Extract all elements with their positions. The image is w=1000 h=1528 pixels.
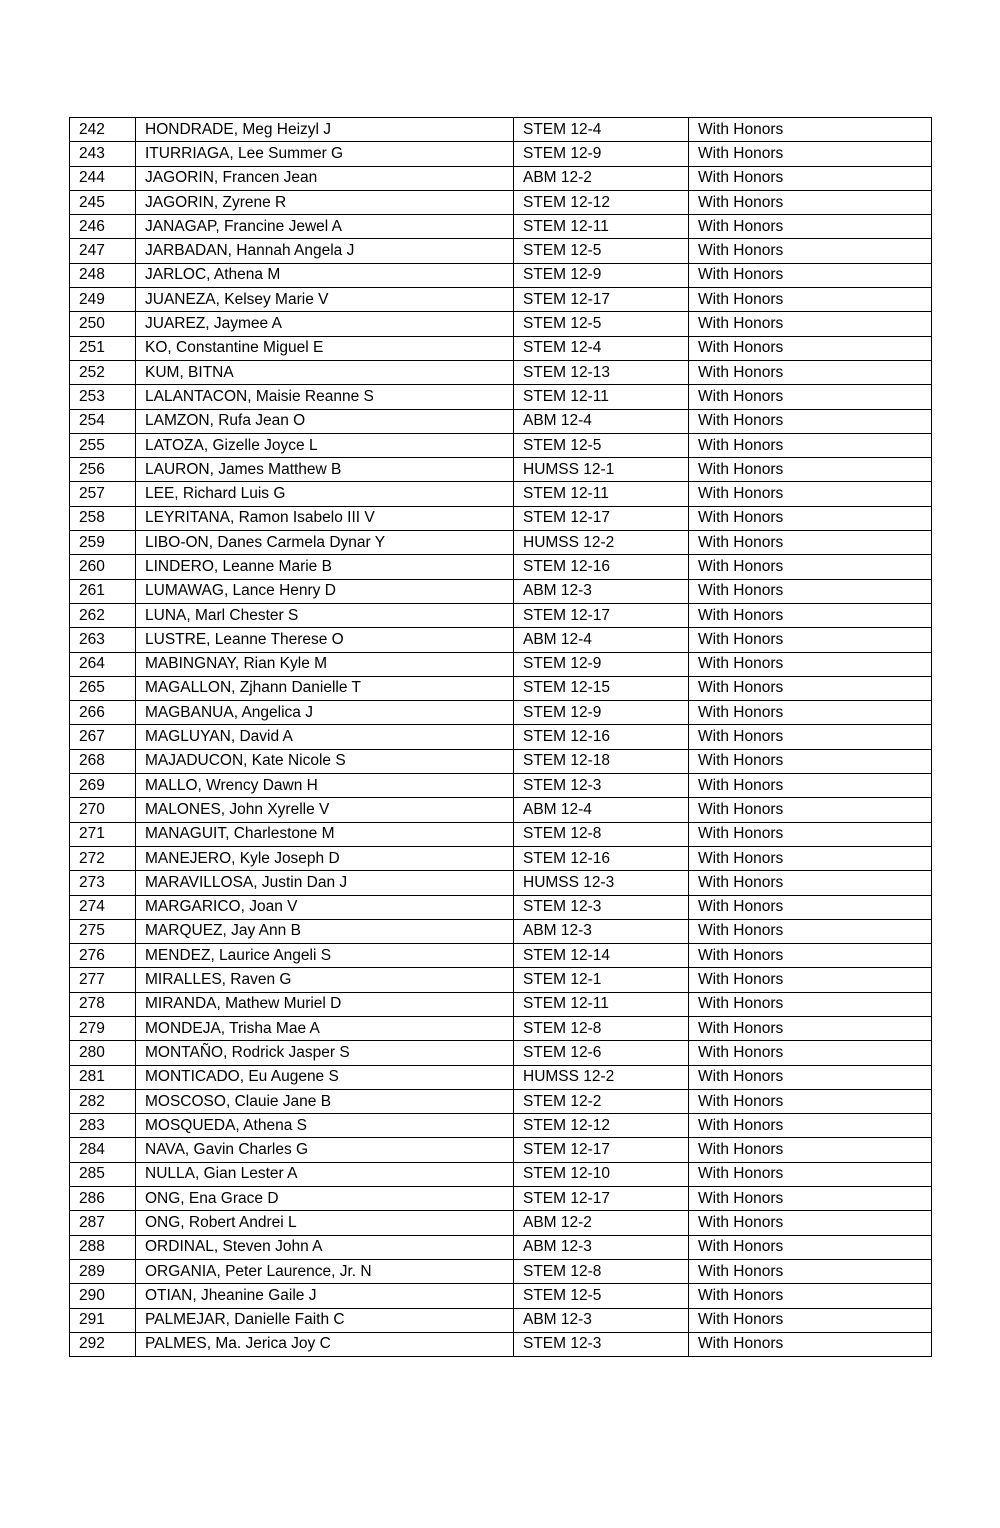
section-cell: STEM 12-5 — [514, 1284, 689, 1308]
table-row — [70, 1041, 932, 1065]
honor-remark-cell: With Honors — [689, 1284, 932, 1308]
table-row — [70, 895, 932, 919]
table-row — [70, 166, 932, 190]
student-name-cell: LALANTACON, Maisie Reanne S — [136, 385, 514, 409]
honor-remark-cell: With Honors — [689, 1259, 932, 1283]
honor-remark-cell: With Honors — [689, 1041, 932, 1065]
student-name-cell: ORDINAL, Steven John A — [136, 1235, 514, 1259]
student-name-cell: JUAREZ, Jaymee A — [136, 312, 514, 336]
row-number-cell: 249 — [70, 288, 136, 312]
row-number-cell: 255 — [70, 433, 136, 457]
honor-remark-cell: With Honors — [689, 992, 932, 1016]
student-name-cell: MOSCOSO, Clauie Jane B — [136, 1089, 514, 1113]
row-number-cell: 266 — [70, 701, 136, 725]
student-name-cell: OTIAN, Jheanine Gaile J — [136, 1284, 514, 1308]
table-row — [70, 871, 932, 895]
table-row — [70, 1187, 932, 1211]
table-row — [70, 822, 932, 846]
honor-remark-cell: With Honors — [689, 774, 932, 798]
table-row — [70, 725, 932, 749]
section-cell: STEM 12-10 — [514, 1162, 689, 1186]
honor-remark-cell: With Honors — [689, 579, 932, 603]
row-number-cell: 281 — [70, 1065, 136, 1089]
student-name-cell: JUANEZA, Kelsey Marie V — [136, 288, 514, 312]
honor-remark-cell: With Honors — [689, 433, 932, 457]
student-name-cell: JARBADAN, Hannah Angela J — [136, 239, 514, 263]
row-number-cell: 279 — [70, 1016, 136, 1040]
row-number-cell: 254 — [70, 409, 136, 433]
row-number-cell: 251 — [70, 336, 136, 360]
honor-remark-cell: With Honors — [689, 1162, 932, 1186]
section-cell: STEM 12-9 — [514, 263, 689, 287]
row-number-cell: 273 — [70, 871, 136, 895]
section-cell: STEM 12-8 — [514, 822, 689, 846]
table-row — [70, 360, 932, 384]
honor-remark-cell: With Honors — [689, 919, 932, 943]
student-name-cell: ONG, Robert Andrei L — [136, 1211, 514, 1235]
section-cell: STEM 12-9 — [514, 652, 689, 676]
section-cell: STEM 12-1 — [514, 968, 689, 992]
honor-remark-cell: With Honors — [689, 506, 932, 530]
row-number-cell: 261 — [70, 579, 136, 603]
section-cell: STEM 12-16 — [514, 725, 689, 749]
honor-remark-cell: With Honors — [689, 215, 932, 239]
student-name-cell: MABINGNAY, Rian Kyle M — [136, 652, 514, 676]
row-number-cell: 250 — [70, 312, 136, 336]
table-row — [70, 701, 932, 725]
row-number-cell: 276 — [70, 944, 136, 968]
student-name-cell: LEE, Richard Luis G — [136, 482, 514, 506]
table-row — [70, 968, 932, 992]
student-name-cell: MAGLUYAN, David A — [136, 725, 514, 749]
student-name-cell: LEYRITANA, Ramon Isabelo III V — [136, 506, 514, 530]
honor-remark-cell: With Honors — [689, 652, 932, 676]
student-name-cell: MAGBANUA, Angelica J — [136, 701, 514, 725]
section-cell: STEM 12-14 — [514, 944, 689, 968]
table-row — [70, 239, 932, 263]
section-cell: STEM 12-4 — [514, 336, 689, 360]
section-cell: HUMSS 12-2 — [514, 531, 689, 555]
section-cell: STEM 12-12 — [514, 190, 689, 214]
student-name-cell: ORGANIA, Peter Laurence, Jr. N — [136, 1259, 514, 1283]
student-name-cell: MARQUEZ, Jay Ann B — [136, 919, 514, 943]
student-name-cell: NAVA, Gavin Charles G — [136, 1138, 514, 1162]
row-number-cell: 258 — [70, 506, 136, 530]
row-number-cell: 271 — [70, 822, 136, 846]
section-cell: STEM 12-11 — [514, 992, 689, 1016]
honor-remark-cell: With Honors — [689, 458, 932, 482]
table-row — [70, 118, 932, 142]
row-number-cell: 267 — [70, 725, 136, 749]
honor-remark-cell: With Honors — [689, 1235, 932, 1259]
student-name-cell: LUSTRE, Leanne Therese O — [136, 628, 514, 652]
table-row — [70, 1235, 932, 1259]
table-row — [70, 190, 932, 214]
row-number-cell: 288 — [70, 1235, 136, 1259]
student-name-cell: MIRANDA, Mathew Muriel D — [136, 992, 514, 1016]
row-number-cell: 272 — [70, 846, 136, 870]
student-name-cell: LAMZON, Rufa Jean O — [136, 409, 514, 433]
row-number-cell: 292 — [70, 1332, 136, 1356]
row-number-cell: 252 — [70, 360, 136, 384]
honor-remark-cell: With Honors — [689, 190, 932, 214]
row-number-cell: 268 — [70, 749, 136, 773]
row-number-cell: 275 — [70, 919, 136, 943]
table-row — [70, 1016, 932, 1040]
section-cell: STEM 12-6 — [514, 1041, 689, 1065]
table-row — [70, 676, 932, 700]
honor-remark-cell: With Honors — [689, 944, 932, 968]
honor-remark-cell: With Honors — [689, 360, 932, 384]
honor-remark-cell: With Honors — [689, 676, 932, 700]
honor-remark-cell: With Honors — [689, 239, 932, 263]
row-number-cell: 259 — [70, 531, 136, 555]
student-name-cell: MALONES, John Xyrelle V — [136, 798, 514, 822]
student-name-cell: MANAGUIT, Charlestone M — [136, 822, 514, 846]
row-number-cell: 284 — [70, 1138, 136, 1162]
student-name-cell: LAURON, James Matthew B — [136, 458, 514, 482]
student-name-cell: KUM, BITNA — [136, 360, 514, 384]
student-name-cell: ITURRIAGA, Lee Summer G — [136, 142, 514, 166]
student-name-cell: LATOZA, Gizelle Joyce L — [136, 433, 514, 457]
row-number-cell: 246 — [70, 215, 136, 239]
section-cell: ABM 12-3 — [514, 919, 689, 943]
table-row — [70, 1332, 932, 1356]
section-cell: STEM 12-3 — [514, 1332, 689, 1356]
honor-remark-cell: With Honors — [689, 336, 932, 360]
student-name-cell: MONTAÑO, Rodrick Jasper S — [136, 1041, 514, 1065]
section-cell: STEM 12-17 — [514, 288, 689, 312]
student-name-cell: PALMEJAR, Danielle Faith C — [136, 1308, 514, 1332]
row-number-cell: 291 — [70, 1308, 136, 1332]
honor-remark-cell: With Honors — [689, 846, 932, 870]
table-row — [70, 531, 932, 555]
section-cell: ABM 12-2 — [514, 1211, 689, 1235]
section-cell: STEM 12-13 — [514, 360, 689, 384]
table-row — [70, 579, 932, 603]
row-number-cell: 253 — [70, 385, 136, 409]
honor-remark-cell: With Honors — [689, 1016, 932, 1040]
student-name-cell: MENDEZ, Laurice Angeli S — [136, 944, 514, 968]
table-row — [70, 1259, 932, 1283]
section-cell: STEM 12-18 — [514, 749, 689, 773]
student-name-cell: MIRALLES, Raven G — [136, 968, 514, 992]
table-row — [70, 628, 932, 652]
section-cell: STEM 12-9 — [514, 701, 689, 725]
row-number-cell: 269 — [70, 774, 136, 798]
table-row — [70, 433, 932, 457]
row-number-cell: 264 — [70, 652, 136, 676]
table-row — [70, 215, 932, 239]
row-number-cell: 274 — [70, 895, 136, 919]
row-number-cell: 283 — [70, 1114, 136, 1138]
section-cell: ABM 12-3 — [514, 1308, 689, 1332]
table-body — [70, 118, 932, 1357]
section-cell: HUMSS 12-1 — [514, 458, 689, 482]
student-name-cell: JANAGAP, Francine Jewel A — [136, 215, 514, 239]
section-cell: STEM 12-11 — [514, 385, 689, 409]
student-name-cell: LUMAWAG, Lance Henry D — [136, 579, 514, 603]
row-number-cell: 286 — [70, 1187, 136, 1211]
section-cell: STEM 12-17 — [514, 1138, 689, 1162]
section-cell: ABM 12-2 — [514, 166, 689, 190]
honor-remark-cell: With Honors — [689, 1089, 932, 1113]
section-cell: STEM 12-9 — [514, 142, 689, 166]
table-row — [70, 142, 932, 166]
section-cell: STEM 12-5 — [514, 312, 689, 336]
student-name-cell: MONDEJA, Trisha Mae A — [136, 1016, 514, 1040]
honor-remark-cell: With Honors — [689, 118, 932, 142]
row-number-cell: 280 — [70, 1041, 136, 1065]
table-row — [70, 1308, 932, 1332]
table-row — [70, 312, 932, 336]
section-cell: STEM 12-3 — [514, 895, 689, 919]
student-name-cell: HONDRADE, Meg Heizyl J — [136, 118, 514, 142]
honor-remark-cell: With Honors — [689, 749, 932, 773]
table-row — [70, 992, 932, 1016]
table-row — [70, 944, 932, 968]
student-name-cell: JAGORIN, Zyrene R — [136, 190, 514, 214]
honor-remark-cell: With Honors — [689, 1138, 932, 1162]
section-cell: STEM 12-11 — [514, 482, 689, 506]
row-number-cell: 256 — [70, 458, 136, 482]
table-row — [70, 288, 932, 312]
row-number-cell: 243 — [70, 142, 136, 166]
table-row — [70, 774, 932, 798]
student-name-cell: MONTICADO, Eu Augene S — [136, 1065, 514, 1089]
row-number-cell: 287 — [70, 1211, 136, 1235]
row-number-cell: 245 — [70, 190, 136, 214]
honor-remark-cell: With Honors — [689, 628, 932, 652]
student-name-cell: KO, Constantine Miguel E — [136, 336, 514, 360]
table-row — [70, 846, 932, 870]
honor-remark-cell: With Honors — [689, 1332, 932, 1356]
table-row — [70, 652, 932, 676]
section-cell: STEM 12-2 — [514, 1089, 689, 1113]
honor-remark-cell: With Honors — [689, 1065, 932, 1089]
section-cell: STEM 12-3 — [514, 774, 689, 798]
row-number-cell: 248 — [70, 263, 136, 287]
row-number-cell: 290 — [70, 1284, 136, 1308]
table-row — [70, 749, 932, 773]
table-row — [70, 798, 932, 822]
section-cell: STEM 12-16 — [514, 846, 689, 870]
section-cell: STEM 12-8 — [514, 1259, 689, 1283]
section-cell: STEM 12-17 — [514, 1187, 689, 1211]
row-number-cell: 278 — [70, 992, 136, 1016]
section-cell: STEM 12-4 — [514, 118, 689, 142]
honor-remark-cell: With Honors — [689, 895, 932, 919]
table-row — [70, 409, 932, 433]
table-row — [70, 336, 932, 360]
honor-remark-cell: With Honors — [689, 603, 932, 627]
student-name-cell: LINDERO, Leanne Marie B — [136, 555, 514, 579]
table-row — [70, 1211, 932, 1235]
honor-remark-cell: With Honors — [689, 142, 932, 166]
honor-remark-cell: With Honors — [689, 871, 932, 895]
row-number-cell: 263 — [70, 628, 136, 652]
section-cell: STEM 12-16 — [514, 555, 689, 579]
student-name-cell: NULLA, Gian Lester A — [136, 1162, 514, 1186]
section-cell: ABM 12-4 — [514, 409, 689, 433]
student-name-cell: JAGORIN, Francen Jean — [136, 166, 514, 190]
section-cell: ABM 12-4 — [514, 628, 689, 652]
table-row — [70, 555, 932, 579]
table-row — [70, 1065, 932, 1089]
row-number-cell: 277 — [70, 968, 136, 992]
student-name-cell: PALMES, Ma. Jerica Joy C — [136, 1332, 514, 1356]
row-number-cell: 265 — [70, 676, 136, 700]
student-name-cell: MAJADUCON, Kate Nicole S — [136, 749, 514, 773]
honor-remark-cell: With Honors — [689, 166, 932, 190]
student-name-cell: MALLO, Wrency Dawn H — [136, 774, 514, 798]
section-cell: HUMSS 12-3 — [514, 871, 689, 895]
table-row — [70, 263, 932, 287]
section-cell: HUMSS 12-2 — [514, 1065, 689, 1089]
table-row — [70, 919, 932, 943]
row-number-cell: 244 — [70, 166, 136, 190]
table-row — [70, 458, 932, 482]
honor-remark-cell: With Honors — [689, 385, 932, 409]
honor-remark-cell: With Honors — [689, 1308, 932, 1332]
honor-remark-cell: With Honors — [689, 822, 932, 846]
section-cell: STEM 12-17 — [514, 506, 689, 530]
row-number-cell: 247 — [70, 239, 136, 263]
honor-remark-cell: With Honors — [689, 968, 932, 992]
honor-remark-cell: With Honors — [689, 701, 932, 725]
section-cell: STEM 12-17 — [514, 603, 689, 627]
honor-remark-cell: With Honors — [689, 482, 932, 506]
honor-remark-cell: With Honors — [689, 1211, 932, 1235]
honor-remark-cell: With Honors — [689, 409, 932, 433]
student-name-cell: MARAVILLOSA, Justin Dan J — [136, 871, 514, 895]
table-row — [70, 1089, 932, 1113]
student-name-cell: JARLOC, Athena M — [136, 263, 514, 287]
section-cell: STEM 12-5 — [514, 433, 689, 457]
student-name-cell: LIBO-ON, Danes Carmela Dynar Y — [136, 531, 514, 555]
student-name-cell: ONG, Ena Grace D — [136, 1187, 514, 1211]
honor-remark-cell: With Honors — [689, 725, 932, 749]
table-row — [70, 1114, 932, 1138]
table-row — [70, 1162, 932, 1186]
honors-list-table — [69, 117, 932, 1357]
student-name-cell: MOSQUEDA, Athena S — [136, 1114, 514, 1138]
row-number-cell: 257 — [70, 482, 136, 506]
section-cell: STEM 12-12 — [514, 1114, 689, 1138]
section-cell: STEM 12-8 — [514, 1016, 689, 1040]
section-cell: ABM 12-3 — [514, 579, 689, 603]
student-name-cell: MARGARICO, Joan V — [136, 895, 514, 919]
table-row — [70, 385, 932, 409]
table-row — [70, 1284, 932, 1308]
honor-remark-cell: With Honors — [689, 288, 932, 312]
row-number-cell: 285 — [70, 1162, 136, 1186]
student-name-cell: MAGALLON, Zjhann Danielle T — [136, 676, 514, 700]
table-row — [70, 1138, 932, 1162]
section-cell: ABM 12-3 — [514, 1235, 689, 1259]
row-number-cell: 242 — [70, 118, 136, 142]
honor-remark-cell: With Honors — [689, 798, 932, 822]
row-number-cell: 282 — [70, 1089, 136, 1113]
student-name-cell: MANEJERO, Kyle Joseph D — [136, 846, 514, 870]
student-name-cell: LUNA, Marl Chester S — [136, 603, 514, 627]
row-number-cell: 260 — [70, 555, 136, 579]
row-number-cell: 262 — [70, 603, 136, 627]
table-row — [70, 603, 932, 627]
honor-remark-cell: With Honors — [689, 555, 932, 579]
section-cell: STEM 12-11 — [514, 215, 689, 239]
honor-remark-cell: With Honors — [689, 1114, 932, 1138]
honor-remark-cell: With Honors — [689, 1187, 932, 1211]
row-number-cell: 270 — [70, 798, 136, 822]
table-row — [70, 506, 932, 530]
honor-remark-cell: With Honors — [689, 312, 932, 336]
section-cell: STEM 12-5 — [514, 239, 689, 263]
honor-remark-cell: With Honors — [689, 263, 932, 287]
row-number-cell: 289 — [70, 1259, 136, 1283]
section-cell: STEM 12-15 — [514, 676, 689, 700]
section-cell: ABM 12-4 — [514, 798, 689, 822]
honor-remark-cell: With Honors — [689, 531, 932, 555]
table-row — [70, 482, 932, 506]
